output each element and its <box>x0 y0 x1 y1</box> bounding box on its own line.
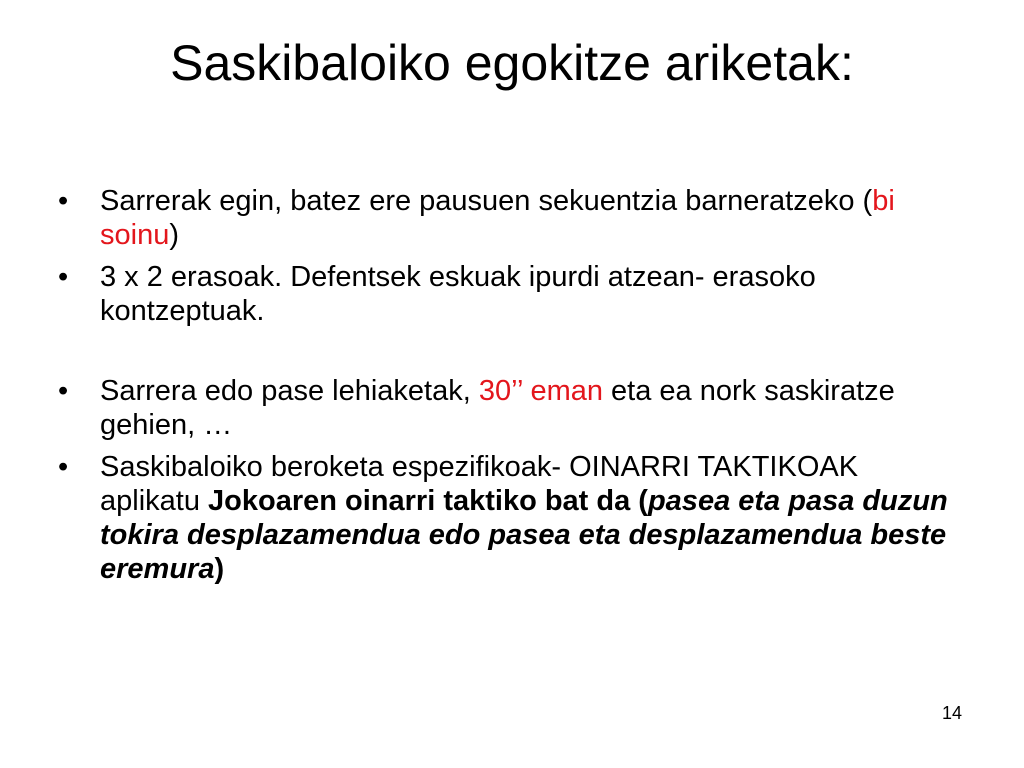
bullet-1-text: Sarrerak egin, batez ere pausuen sekuentzia barneratzeko ( <box>100 185 873 217</box>
bullet-3-text: Sarrera edo pase lehiaketak, <box>100 375 479 407</box>
bullet-item-4 <box>58 450 958 586</box>
bullet-item-1 <box>58 184 958 252</box>
bullet-3-text-end: eta ea nork saskiratze gehien, … <box>100 375 895 441</box>
bullet-1-text-end: ) <box>169 219 179 251</box>
bullet-3-highlight: 30’’ eman <box>478 375 603 407</box>
bullet-item-3 <box>58 374 958 442</box>
bullet-4-bold-end: ) <box>214 553 225 585</box>
bullet-4-bold-italic-text: pasea eta pasa duzun tokira desplazamendua edo pasea eta desplazamendua beste eremura <box>100 485 948 585</box>
slide-title: Saskibaloiko egokitze ariketak: <box>170 35 854 91</box>
bullet-4-text: Saskibaloiko beroketa espezifikoak- OINARRI TAKTIKOAK aplikatu <box>100 451 859 517</box>
bullet-1-highlight: bi soinu <box>100 185 895 251</box>
bullet-dot-icon: • <box>58 261 69 293</box>
bullet-dot-icon: • <box>58 451 69 483</box>
bullet-2-text: 3 x 2 erasoak. Defentsek eskuak ipurdi atzean- erasoko kontzeptuak. <box>100 261 816 327</box>
bullet-list <box>58 184 958 594</box>
bullet-item-2 <box>58 260 958 328</box>
bullet-4-bold-text: Jokoaren oinarri taktiko bat da ( <box>208 485 648 517</box>
bullet-dot-icon: • <box>58 185 69 217</box>
bullet-dot-icon: • <box>58 375 69 407</box>
page-number: 14 <box>941 703 962 723</box>
